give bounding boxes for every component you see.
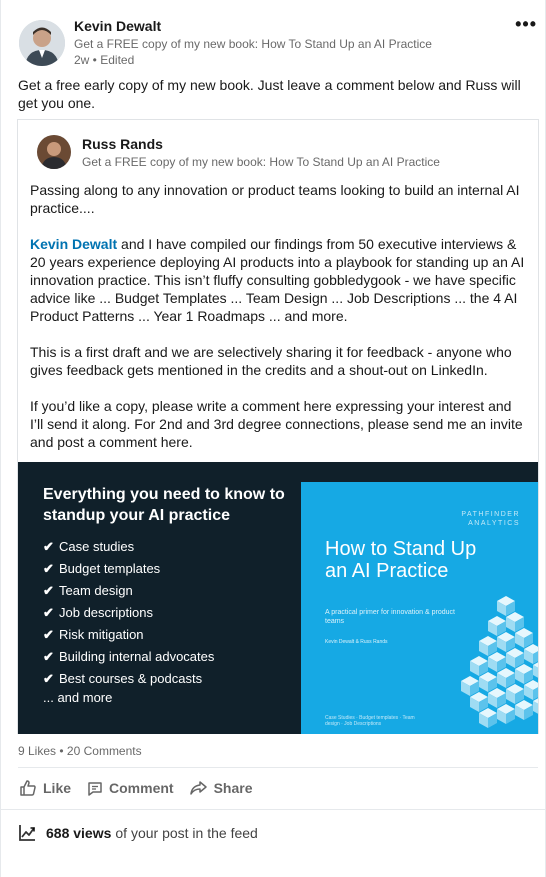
checkmark-icon: ✔ — [43, 561, 54, 576]
author-photo-icon — [19, 20, 65, 66]
count-separator: • — [59, 744, 64, 758]
checkmark-icon: ✔ — [43, 671, 54, 686]
banner-checklist — [43, 536, 214, 690]
shared-author-headline: Get a FREE copy of my new book: How To Stand Up an AI Practice — [82, 155, 440, 169]
shared-paragraph-4: If you’d like a copy, please write a comment here expressing your interest and I’ll send it along. For 2nd and 3rd degree connections, please send me an invite and post a comment here. — [30, 398, 523, 450]
like-button[interactable] — [19, 779, 71, 797]
book-subtitle: A practical primer for innovation & product teams — [325, 609, 455, 625]
banner-headline: Everything you need to know to standup your AI practice — [43, 486, 285, 524]
views-text: of your post in the feed — [115, 825, 258, 841]
checklist-item-label: Case studies — [59, 539, 135, 554]
book-title: How to Stand Up an AI Practice — [325, 538, 477, 582]
isometric-cubes-icon — [396, 582, 538, 730]
shared-paragraph-2 — [30, 235, 528, 325]
checklist-item-label: Job descriptions — [59, 605, 153, 620]
social-divider — [18, 767, 538, 768]
author-headline: Get a FREE copy of my new book: How To Stand Up an AI Practice — [74, 37, 432, 51]
checklist-item — [43, 536, 214, 558]
checklist-item — [43, 646, 214, 668]
checklist-item — [43, 580, 214, 602]
comment-label: Comment — [109, 780, 174, 796]
checklist-item — [43, 602, 214, 624]
mention-link[interactable]: Kevin Dewalt — [30, 236, 118, 252]
checklist-item — [43, 558, 214, 580]
author-name[interactable]: Kevin Dewalt — [74, 18, 162, 34]
shared-paragraph-1: Passing along to any innovation or product teams looking to build an internal AI practice.... — [30, 182, 520, 216]
book-cover — [301, 482, 538, 734]
comment-icon — [87, 780, 103, 796]
shared-post[interactable] — [17, 119, 539, 734]
comment-button[interactable] — [87, 779, 174, 797]
more-horizontal-icon[interactable]: ••• — [515, 14, 537, 34]
post-meta: 2w • Edited — [74, 53, 135, 67]
checklist-item — [43, 624, 214, 646]
shared-paragraph-3: This is a first draft and we are selectively sharing it for feedback - anyone who gives feedback gets mentioned in the credits and a shout-out on LinkedIn. — [30, 344, 512, 378]
comments-count[interactable]: 20 Comments — [66, 744, 142, 758]
checklist-item-label: Building internal advocates — [59, 649, 215, 664]
post-text: Get a free early copy of my new book. Just leave a comment below and Russ will get you one. — [18, 77, 521, 111]
actions-divider — [1, 809, 546, 810]
shared-paragraph-2-text: and I have compiled our findings from 50 executive interviews & 20 years experience deploying AI products into a playbook for standing up an AI innovation practice. This isn’t fluffy consulting gobbledygook - we have specific advice like ... Budget Templates ... Team Design ... Job Descriptions ... the 4 AI Product Patterns ... Year 1 Roadmaps ... and more. — [30, 236, 525, 324]
shared-author-avatar[interactable] — [37, 135, 71, 169]
checkmark-icon: ✔ — [43, 627, 54, 642]
book-footer: Case Studies · Budget templates · Team design · Job Descriptions — [325, 715, 415, 727]
book-authors: Kevin Dewalt & Russ Rands — [325, 639, 388, 645]
thumbs-up-icon — [19, 779, 37, 797]
author-avatar[interactable] — [19, 20, 65, 66]
social-counts — [18, 744, 142, 758]
share-arrow-icon — [190, 780, 208, 796]
banner-and-more: ... and more — [43, 690, 113, 705]
post-views-link[interactable] — [18, 824, 258, 842]
checkmark-icon: ✔ — [43, 583, 54, 598]
share-label: Share — [213, 780, 253, 796]
edited-label: Edited — [100, 53, 135, 67]
checklist-item-label: Team design — [59, 583, 133, 598]
action-bar — [19, 779, 269, 797]
analytics-chart-icon — [18, 824, 36, 842]
checklist-item-label: Risk mitigation — [59, 627, 144, 642]
shared-post-text — [30, 181, 528, 469]
checkmark-icon: ✔ — [43, 605, 54, 620]
checklist-item-label: Best courses & podcasts — [59, 671, 203, 686]
shared-author-photo-icon — [37, 135, 71, 169]
post-age: 2w — [74, 53, 90, 67]
checkmark-icon: ✔ — [43, 649, 54, 664]
shared-author-name[interactable]: Russ Rands — [82, 136, 163, 152]
post-image-banner[interactable] — [18, 462, 538, 734]
checklist-item-label: Budget templates — [59, 561, 161, 576]
views-count: 688 views — [46, 825, 112, 841]
share-button[interactable] — [190, 779, 253, 797]
like-label: Like — [43, 780, 72, 796]
book-brand: PATHFINDER ANALYTICS — [461, 511, 520, 527]
checklist-item — [43, 668, 214, 690]
likes-count[interactable]: 9 Likes — [18, 744, 57, 758]
checkmark-icon: ✔ — [43, 539, 54, 554]
